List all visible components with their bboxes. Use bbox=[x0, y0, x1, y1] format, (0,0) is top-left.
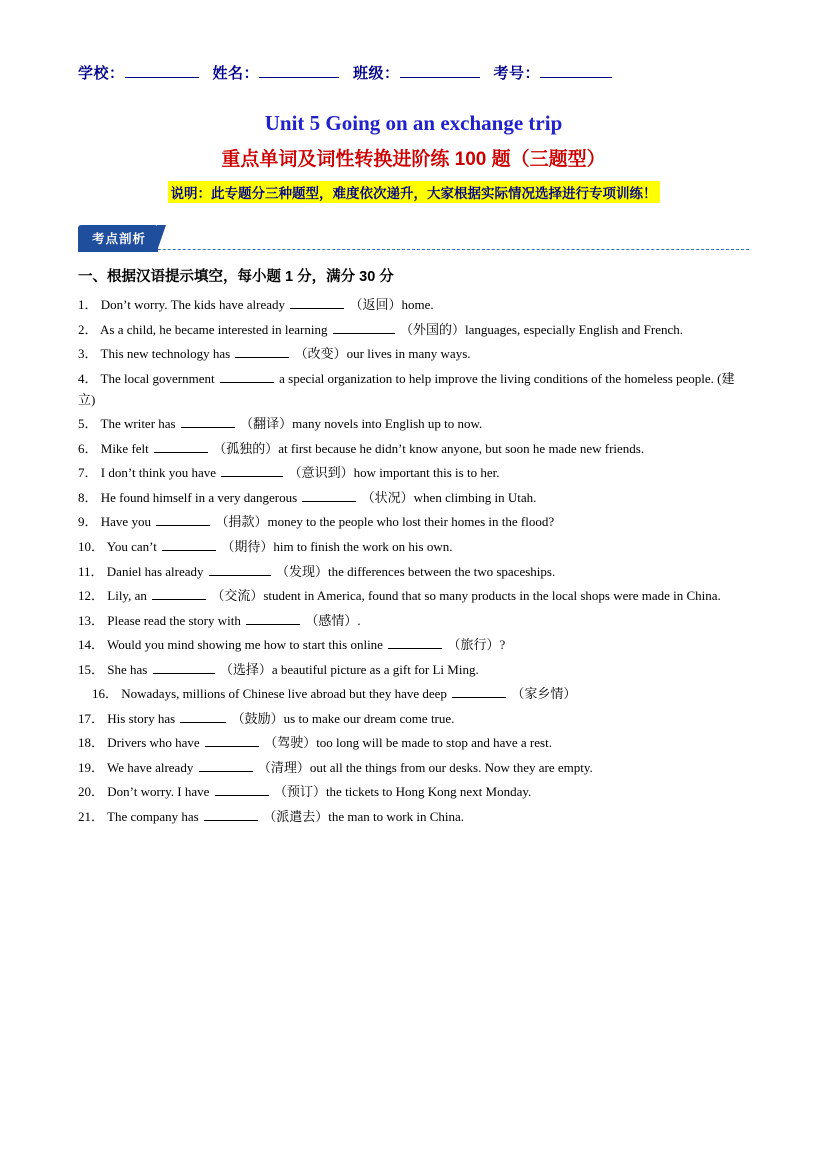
answer-blank[interactable] bbox=[452, 685, 506, 698]
question-text-before: I don’t think you have bbox=[97, 465, 220, 481]
question-number: 15． bbox=[78, 661, 105, 677]
question-number: 21． bbox=[78, 808, 105, 824]
question-text-after: （清理）out all the things from our desks. Now they are empty. bbox=[254, 759, 593, 775]
answer-blank[interactable] bbox=[246, 611, 300, 624]
question-text-before: Daniel has already bbox=[103, 563, 207, 579]
question-text-before: Would you mind showing me how to start this online bbox=[104, 637, 387, 653]
banner-tab-label: 考点剖析 bbox=[78, 225, 158, 252]
answer-blank[interactable] bbox=[388, 636, 442, 649]
question-text-after: （意识到）how important this is to her. bbox=[285, 465, 500, 481]
question-text-after: （状况）when climbing in Utah. bbox=[358, 489, 537, 505]
question-text-before: She has bbox=[104, 661, 151, 677]
question-text-after: （交流）student in America, found that so many products in the local shops were made in China. bbox=[208, 588, 721, 604]
question-item bbox=[78, 319, 749, 340]
question-text-after: （返回）home. bbox=[346, 297, 434, 312]
section-title: 一、根据汉语提示填空，每小题 1 分，满分 30 分 bbox=[78, 269, 394, 285]
answer-blank[interactable] bbox=[215, 783, 269, 796]
question-item bbox=[78, 634, 749, 655]
answer-blank[interactable] bbox=[221, 464, 283, 477]
question-number: 8． bbox=[78, 489, 98, 505]
question-number: 7． bbox=[78, 465, 98, 481]
class-blank bbox=[400, 77, 480, 78]
question-text-before: The company has bbox=[104, 808, 202, 824]
question-text-after: （选择）a beautiful picture as a gift for Li Ming. bbox=[216, 661, 479, 677]
answer-blank[interactable] bbox=[290, 296, 344, 309]
exam-info-header bbox=[78, 62, 749, 83]
answer-blank[interactable] bbox=[154, 439, 208, 452]
question-text-after: （鼓励）us to make our dream come true. bbox=[228, 710, 455, 726]
question-text-after: （期待）him to finish the work on his own. bbox=[218, 538, 453, 554]
question-text-before: Lily, an bbox=[104, 588, 151, 604]
question-text-before: The local government bbox=[97, 370, 218, 386]
question-number: 16． bbox=[92, 686, 119, 702]
exam-no-blank bbox=[540, 77, 612, 78]
question-number: 5． bbox=[78, 416, 98, 432]
question-number: 10． bbox=[78, 538, 105, 554]
highlighted-note: 说明：此专题分三种题型，难度依次递升，大家根据实际情况选择进行专项训练！ bbox=[168, 181, 660, 203]
question-text-after: a special organization to help improve the living conditions of the homeless people. (建立) bbox=[78, 370, 735, 407]
answer-blank[interactable] bbox=[209, 562, 271, 575]
question-item bbox=[78, 585, 749, 606]
question-item bbox=[78, 462, 749, 483]
question-text-after: （孤独的）at first because he didn’t know anyone, but soon he made new friends. bbox=[210, 440, 645, 456]
question-text-before: Don’t worry. I have bbox=[104, 784, 213, 800]
question-text-after: （改变）our lives in many ways. bbox=[291, 346, 471, 362]
question-item bbox=[78, 343, 749, 364]
note-container bbox=[78, 181, 749, 203]
question-number: 11． bbox=[78, 563, 104, 579]
question-item bbox=[78, 561, 749, 582]
question-text-before: He found himself in a very dangerous bbox=[97, 489, 301, 505]
question-number: 18． bbox=[78, 735, 105, 751]
answer-blank[interactable] bbox=[156, 513, 210, 526]
question-number: 2． bbox=[78, 321, 98, 337]
question-text-before: Have you bbox=[97, 514, 155, 530]
question-text-after: （捐款）money to the people who lost their homes in the flood? bbox=[212, 514, 555, 530]
question-text-before: This new technology has bbox=[97, 346, 234, 362]
question-text-after: （翻译）many novels into English up to now. bbox=[236, 416, 483, 432]
answer-blank[interactable] bbox=[153, 660, 215, 673]
question-text-before: His story has bbox=[104, 710, 179, 726]
question-text-before: Nowadays, millions of Chinese live abroad but they have deep bbox=[118, 686, 451, 702]
question-item bbox=[78, 659, 749, 680]
question-number: 6． bbox=[78, 440, 98, 456]
question-text-before: Don’t worry. The kids have already bbox=[97, 297, 289, 312]
school-blank bbox=[125, 77, 199, 78]
question-item bbox=[78, 708, 749, 729]
question-text-before: Please read the story with bbox=[104, 612, 245, 628]
question-text-after: （预订）the tickets to Hong Kong next Monday. bbox=[270, 784, 532, 800]
document-subtitle: 重点单词及词性转换进阶练 100 题（三题型） bbox=[221, 149, 606, 170]
banner-divider bbox=[78, 249, 749, 250]
answer-blank[interactable] bbox=[199, 759, 253, 772]
question-item bbox=[78, 368, 749, 410]
question-text-before: Drivers who have bbox=[104, 735, 203, 751]
question-number: 13． bbox=[78, 612, 105, 628]
question-number: 3． bbox=[78, 346, 98, 362]
question-number: 4． bbox=[78, 370, 98, 386]
answer-blank[interactable] bbox=[162, 538, 216, 551]
school-label: 学校： bbox=[78, 66, 125, 82]
question-text-before: Mike felt bbox=[97, 440, 153, 456]
question-text-after: （外国的）languages, especially English and French. bbox=[396, 321, 684, 337]
question-text-after: （旅行）? bbox=[444, 637, 506, 653]
question-item bbox=[78, 294, 749, 315]
answer-blank[interactable] bbox=[235, 345, 289, 358]
question-item bbox=[78, 781, 749, 802]
question-number: 20． bbox=[78, 784, 105, 800]
question-item bbox=[78, 732, 749, 753]
question-text-before: We have already bbox=[104, 759, 197, 775]
question-text-before: As a child, he became interested in learning bbox=[97, 321, 331, 337]
answer-blank[interactable] bbox=[205, 734, 259, 747]
question-number: 9． bbox=[78, 514, 98, 530]
question-item bbox=[78, 683, 749, 704]
answer-blank[interactable] bbox=[204, 808, 258, 821]
question-list bbox=[78, 294, 749, 827]
question-item bbox=[78, 511, 749, 532]
question-number: 14． bbox=[78, 637, 105, 653]
question-text-before: The writer has bbox=[97, 416, 179, 432]
name-label: 姓名： bbox=[212, 66, 260, 82]
question-number: 17． bbox=[78, 710, 105, 726]
question-text-after: （发现）the differences between the two spaceships. bbox=[272, 563, 556, 579]
question-item bbox=[78, 536, 749, 557]
answer-blank[interactable] bbox=[180, 709, 226, 722]
name-blank bbox=[259, 77, 339, 78]
answer-blank[interactable] bbox=[220, 369, 274, 382]
section-banner bbox=[78, 225, 749, 255]
class-label: 班级： bbox=[353, 66, 400, 82]
question-number: 12． bbox=[78, 588, 105, 604]
answer-blank[interactable] bbox=[333, 320, 395, 333]
question-item bbox=[78, 413, 749, 434]
question-item bbox=[78, 610, 749, 631]
question-text-before: You can’t bbox=[104, 538, 161, 554]
question-text-after: （家乡情） bbox=[508, 686, 577, 702]
document-title: Unit 5 Going on an exchange trip bbox=[264, 111, 563, 135]
question-text-after: （感情）. bbox=[302, 612, 361, 628]
answer-blank[interactable] bbox=[181, 415, 235, 428]
question-text-after: （驾驶）too long will be made to stop and have a rest. bbox=[260, 735, 552, 751]
question-item bbox=[78, 438, 749, 459]
question-text-after: （派遣去）the man to work in China. bbox=[259, 808, 464, 824]
answer-blank[interactable] bbox=[302, 489, 356, 502]
question-item bbox=[78, 487, 749, 508]
question-number: 19． bbox=[78, 759, 105, 775]
question-item bbox=[78, 806, 749, 827]
exam-no-label: 考号： bbox=[493, 66, 541, 82]
question-number: 1． bbox=[78, 297, 98, 312]
answer-blank[interactable] bbox=[152, 587, 206, 600]
question-item bbox=[78, 757, 749, 778]
